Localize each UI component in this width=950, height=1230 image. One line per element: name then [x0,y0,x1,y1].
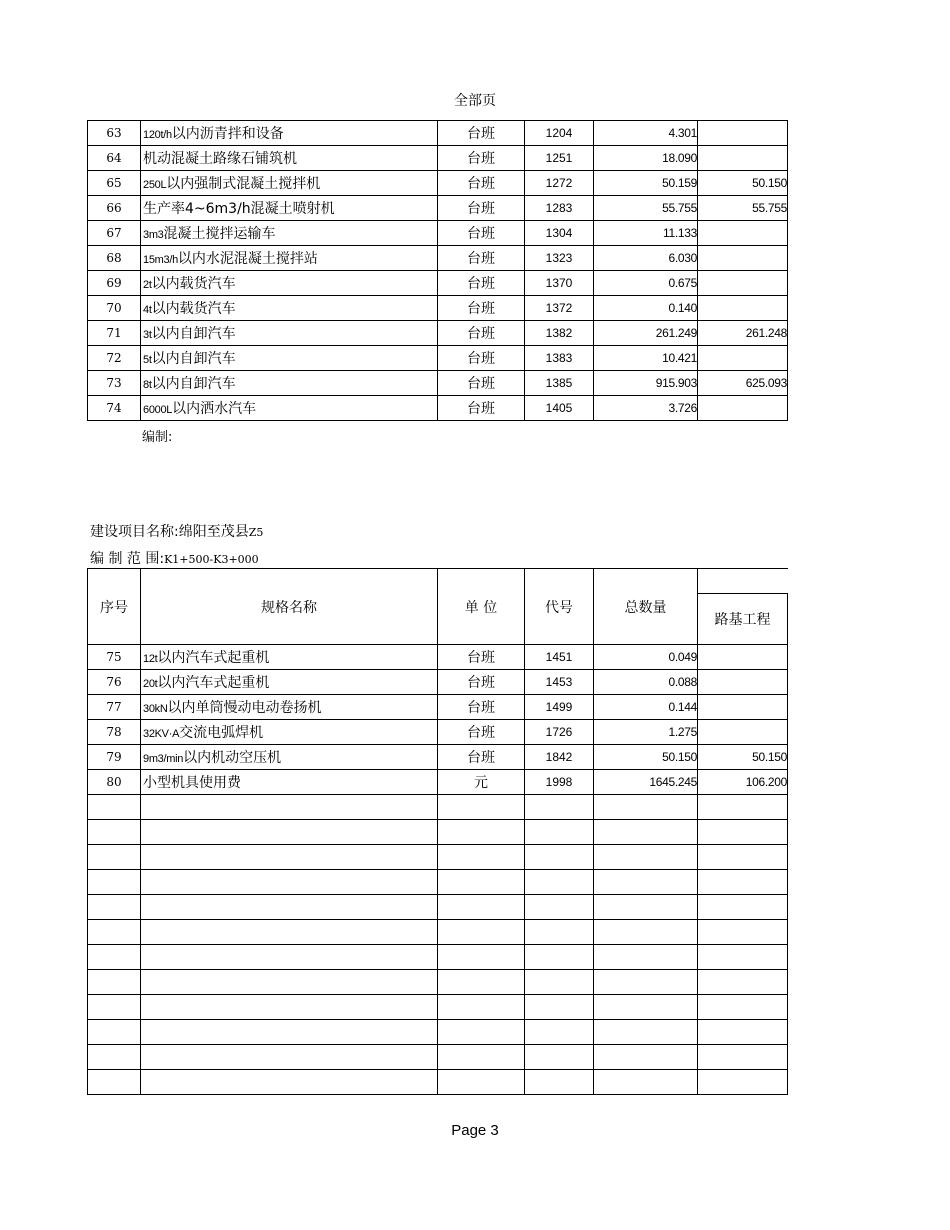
scope-label: 编 制 范 围: [90,551,165,567]
empty-cell [594,1070,698,1095]
total-qty: 0.049 [594,645,698,670]
spec-text: 以内机动空压机 [183,750,282,766]
table-row [88,770,788,795]
spec-text: 以内自卸汽车 [151,326,236,342]
unit: 台班 [438,121,525,146]
empty-cell [141,895,438,920]
spec-text: 交流电弧焊机 [179,725,264,741]
code: 1726 [525,720,594,745]
empty-cell [88,1020,141,1045]
empty-cell [141,1045,438,1070]
table-row [88,196,788,221]
row-number: 75 [88,645,141,670]
code: 1283 [525,196,594,221]
unit: 台班 [438,271,525,296]
spec-text: 以内单筒慢动电动卷扬机 [167,700,322,716]
spec-name [141,146,438,171]
empty-cell [698,995,788,1020]
code: 1453 [525,670,594,695]
empty-cell [594,920,698,945]
spec-prefix: 32KV·A [143,728,180,740]
empty-cell [594,820,698,845]
roadbed-qty [698,670,788,695]
project-code: Z5 [248,526,264,539]
spec-text: 机动混凝土路缘石铺筑机 [143,151,297,167]
spec-prefix: 15m3/h [143,254,178,266]
spec-name [141,196,438,221]
project-name-line [90,521,263,541]
empty-cell [141,1020,438,1045]
empty-cell [438,945,525,970]
unit: 台班 [438,371,525,396]
spec-name [141,645,438,670]
empty-row [88,820,788,845]
unit: 台班 [438,670,525,695]
total-qty: 55.755 [594,196,698,221]
compiler-label: 编制: [142,430,173,445]
table-row [88,720,788,745]
unit: 台班 [438,246,525,271]
empty-cell [594,1045,698,1070]
empty-cell [698,920,788,945]
empty-cell [88,1070,141,1095]
code: 1304 [525,221,594,246]
spec-text: 以内载货汽车 [151,301,236,317]
empty-cell [88,895,141,920]
row-number: 71 [88,321,141,346]
empty-cell [141,795,438,820]
roadbed-qty [698,695,788,720]
spec-name [141,745,438,770]
empty-cell [525,1045,594,1070]
spec-prefix: 8t [143,379,152,391]
roadbed-qty: 261.248 [698,321,788,346]
spec-prefix: 20t [143,678,158,690]
header-unit: 单 位 [438,569,525,645]
roadbed-qty: 55.755 [698,196,788,221]
empty-cell [594,795,698,820]
row-number: 70 [88,296,141,321]
header-qty: 总数量 [594,569,698,645]
empty-cell [594,970,698,995]
table-row [88,670,788,695]
empty-cell [141,995,438,1020]
code: 1251 [525,146,594,171]
page-footer: Page 3 [451,1122,499,1139]
total-qty: 4.301 [594,121,698,146]
empty-cell [438,845,525,870]
empty-cell [525,1070,594,1095]
empty-cell [594,945,698,970]
empty-cell [438,995,525,1020]
empty-row [88,870,788,895]
spec-prefix: 12t [143,653,158,665]
unit: 台班 [438,221,525,246]
total-qty: 915.903 [594,371,698,396]
scope-value: K1+500-K3+000 [164,553,259,566]
empty-cell [88,1045,141,1070]
spec-text: 以内汽车式起重机 [157,675,270,691]
header-name: 规格名称 [141,569,438,645]
empty-cell [698,945,788,970]
table-row [88,371,788,396]
roadbed-qty: 106.200 [698,770,788,795]
empty-cell [698,820,788,845]
total-qty: 6.030 [594,246,698,271]
empty-row [88,895,788,920]
machinery-table-bottom [87,568,788,1095]
unit: 台班 [438,171,525,196]
roadbed-qty [698,720,788,745]
empty-cell [525,895,594,920]
unit: 台班 [438,695,525,720]
total-qty: 50.150 [594,745,698,770]
empty-cell [141,970,438,995]
spec-prefix: 2t [143,279,152,291]
empty-cell [88,870,141,895]
total-qty: 261.249 [594,321,698,346]
spec-text: 以内汽车式起重机 [157,650,270,666]
empty-row [88,1045,788,1070]
code: 1842 [525,745,594,770]
empty-cell [141,920,438,945]
spec-name [141,670,438,695]
row-number: 78 [88,720,141,745]
header-no: 序号 [88,569,141,645]
spec-name [141,296,438,321]
roadbed-qty [698,346,788,371]
row-number: 76 [88,670,141,695]
total-qty: 11.133 [594,221,698,246]
empty-cell [594,870,698,895]
roadbed-qty: 50.150 [698,171,788,196]
total-qty: 0.675 [594,271,698,296]
empty-cell [698,1020,788,1045]
unit: 台班 [438,146,525,171]
empty-cell [88,995,141,1020]
empty-cell [525,995,594,1020]
empty-row [88,1070,788,1095]
empty-row [88,795,788,820]
total-qty: 1.275 [594,720,698,745]
roadbed-qty [698,246,788,271]
empty-cell [141,845,438,870]
row-number: 68 [88,246,141,271]
row-number: 67 [88,221,141,246]
table-row [88,246,788,271]
empty-cell [141,1070,438,1095]
empty-cell [141,820,438,845]
empty-row [88,945,788,970]
spec-prefix: 250L [143,179,167,191]
spec-prefix: 3t [143,329,152,341]
code: 1382 [525,321,594,346]
empty-cell [525,945,594,970]
table-row [88,645,788,670]
empty-cell [594,1020,698,1045]
table-row [88,296,788,321]
spec-text: 生产率4~6m3/h混凝土喷射机 [143,201,335,217]
spec-text: 以内沥青拌和设备 [171,126,284,142]
empty-row [88,995,788,1020]
empty-row [88,920,788,945]
spec-prefix: 120t/h [143,129,172,141]
table-row [88,146,788,171]
unit: 台班 [438,745,525,770]
code: 1499 [525,695,594,720]
total-qty: 0.140 [594,296,698,321]
code: 1370 [525,271,594,296]
empty-cell [438,1045,525,1070]
scope-line [90,548,259,568]
roadbed-qty [698,396,788,421]
row-number: 63 [88,121,141,146]
project-label: 建设项目名称: [90,524,179,540]
table-row [88,171,788,196]
spec-name [141,171,438,196]
spec-text: 混凝土搅拌运输车 [163,226,276,242]
empty-cell [88,970,141,995]
row-number: 69 [88,271,141,296]
spec-name [141,321,438,346]
spec-prefix: 4t [143,304,152,316]
roadbed-qty [698,121,788,146]
spec-name [141,121,438,146]
roadbed-qty: 625.093 [698,371,788,396]
project-name: 绵阳至茂县 [178,524,249,540]
empty-cell [525,820,594,845]
table-row [88,321,788,346]
spec-prefix: 5t [143,354,152,366]
spec-text: 以内载货汽车 [151,276,236,292]
roadbed-qty [698,271,788,296]
empty-cell [438,970,525,995]
empty-cell [88,795,141,820]
unit: 台班 [438,196,525,221]
code: 1405 [525,396,594,421]
spec-text: 以内水泥混凝土搅拌站 [177,251,318,267]
spec-name [141,770,438,795]
empty-cell [525,795,594,820]
empty-cell [438,895,525,920]
table-row [88,221,788,246]
total-qty: 0.088 [594,670,698,695]
header-code: 代号 [525,569,594,645]
spec-name [141,221,438,246]
code: 1383 [525,346,594,371]
table-row [88,346,788,371]
empty-cell [698,1070,788,1095]
row-number: 74 [88,396,141,421]
empty-cell [698,1045,788,1070]
spec-name [141,371,438,396]
spec-text: 以内洒水汽车 [172,401,257,417]
empty-cell [698,970,788,995]
row-number: 73 [88,371,141,396]
spec-name [141,346,438,371]
page-header: 全部页 [454,93,496,109]
unit: 元 [438,770,525,795]
empty-cell [698,870,788,895]
unit: 台班 [438,645,525,670]
row-number: 72 [88,346,141,371]
code: 1451 [525,645,594,670]
spec-name [141,271,438,296]
empty-cell [594,845,698,870]
empty-cell [438,820,525,845]
empty-cell [525,970,594,995]
empty-cell [141,945,438,970]
code: 1272 [525,171,594,196]
roadbed-qty [698,221,788,246]
spec-prefix: 3m3 [143,229,164,241]
total-qty: 10.421 [594,346,698,371]
row-number: 65 [88,171,141,196]
row-number: 64 [88,146,141,171]
empty-cell [438,1020,525,1045]
roadbed-qty [698,296,788,321]
empty-cell [594,895,698,920]
empty-cell [698,845,788,870]
table-row [88,695,788,720]
code: 1372 [525,296,594,321]
empty-cell [438,920,525,945]
empty-row [88,1020,788,1045]
unit: 台班 [438,296,525,321]
empty-cell [88,920,141,945]
empty-cell [525,870,594,895]
unit: 台班 [438,396,525,421]
header-roadbed: 路基工程 [698,594,788,645]
empty-cell [594,995,698,1020]
empty-row [88,845,788,870]
empty-cell [438,870,525,895]
spec-text: 以内自卸汽车 [151,376,236,392]
table-row [88,396,788,421]
empty-cell [525,1020,594,1045]
empty-cell [141,870,438,895]
code: 1385 [525,371,594,396]
total-qty: 1645.245 [594,770,698,795]
empty-cell [88,820,141,845]
code: 1998 [525,770,594,795]
empty-row [88,970,788,995]
spec-text: 以内自卸汽车 [151,351,236,367]
row-number: 80 [88,770,141,795]
total-qty: 0.144 [594,695,698,720]
header-group-blank [698,569,788,594]
empty-cell [525,845,594,870]
spec-prefix: 6000L [143,404,173,416]
roadbed-qty: 50.150 [698,745,788,770]
empty-cell [88,845,141,870]
spec-prefix: 30kN [143,703,168,715]
machinery-table-top [87,120,788,421]
empty-cell [525,920,594,945]
row-number: 66 [88,196,141,221]
empty-cell [438,795,525,820]
roadbed-qty [698,146,788,171]
empty-cell [88,945,141,970]
unit: 台班 [438,346,525,371]
table-row [88,271,788,296]
code: 1204 [525,121,594,146]
empty-cell [698,795,788,820]
unit: 台班 [438,321,525,346]
spec-text: 小型机具使用费 [143,775,241,791]
table-row [88,745,788,770]
empty-cell [438,1070,525,1095]
roadbed-qty [698,645,788,670]
spec-prefix: 9m3/min [143,753,184,765]
code: 1323 [525,246,594,271]
row-number: 77 [88,695,141,720]
row-number: 79 [88,745,141,770]
spec-name [141,720,438,745]
total-qty: 50.159 [594,171,698,196]
total-qty: 18.090 [594,146,698,171]
spec-name [141,246,438,271]
empty-cell [698,895,788,920]
spec-name [141,695,438,720]
table-row [88,121,788,146]
total-qty: 3.726 [594,396,698,421]
unit: 台班 [438,720,525,745]
spec-name [141,396,438,421]
spec-text: 以内强制式混凝土搅拌机 [166,176,321,192]
